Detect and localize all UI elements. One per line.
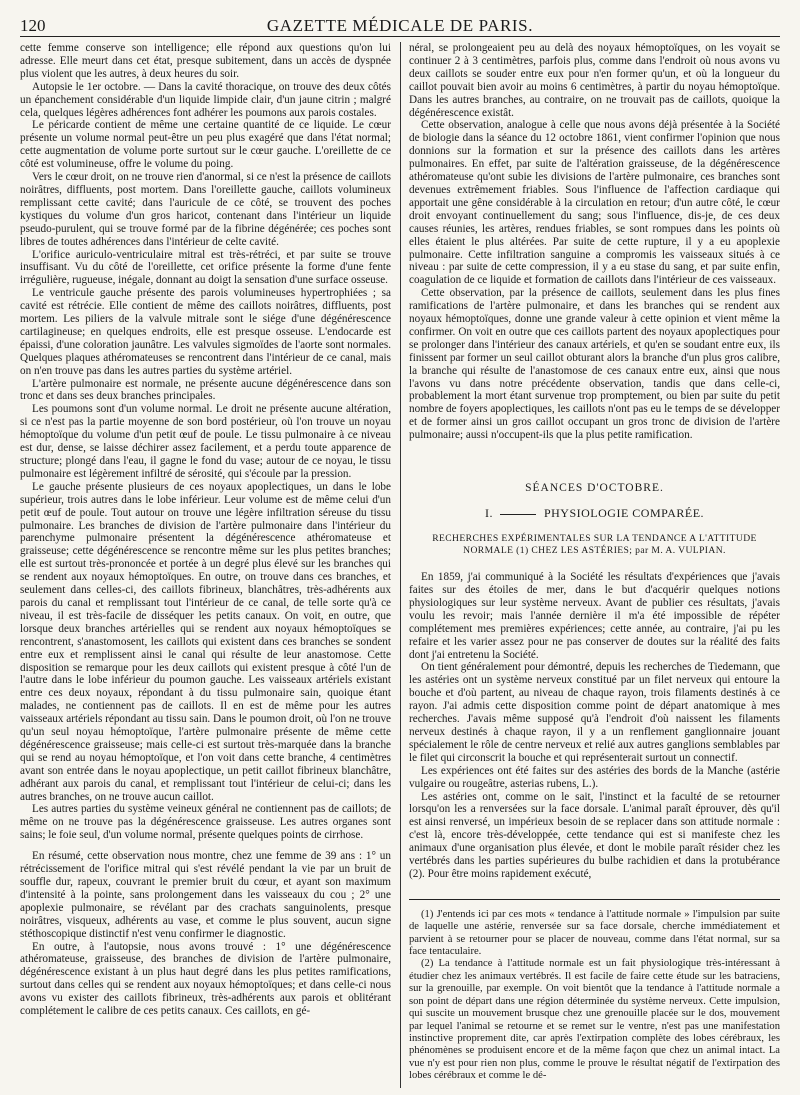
paragraph: En résumé, cette observation nous montre, chez une femme de 39 ans : 1° un rétrécissement de l'orifice mitral qui s'est révélé pendant la vie par un bruit de souffle dur, rapeux, couvrant le premier bruit du cœur, et ayant son maximum d'intensité à la pointe, sans prolongement dans les vaisseaux du cou ; 2° une apoplexie pulmonaire, se révélant par des crachats sanguinolents, presque noirâtres, visqueux, adhérents au vase, et comme le plus souvent, aucun signe stéthoscopique distinctif n'est venu confirmer le diagnostic. <box>20 850 391 940</box>
paragraph: L'artère pulmonaire est normale, ne présente aucune dégénérescence dans son tronc et dans ses deux branches principales. <box>20 377 391 403</box>
paragraph: On tient généralement pour démontré, depuis les recherches de Tiedemann, que les astéries ont un système nerveux constitué par un filet nerveux qui entoure la bouche et d'où partent, au niveau de chaque rayon, trois filaments destinés à ce rayon. J'ai admis cette disposition comme point de départ anatomique à mes recherches. J'avais même supposé qu'à l'endroit d'où naissent les filaments nerveux destinés à chaque rayon, il y a un renflement ganglionnaire jouant spécialement le rôle de centre nerveux et relié aux autres ganglions semblables par le filet qui circonscrit la bouche et qui représenterait surtout un connectif. <box>409 661 780 764</box>
paragraph: Le gauche présente plusieurs de ces noyaux apoplectiques, un dans le lobe supérieur, trois autres dans le lobe inférieur. Leur volume est de même celui d'un petit œuf de poule. Tout autour on trouve une légère infiltration séreuse du tissu pulmonaire. Les branches de division de l'artère pulmonaire dans l'intérieur du parenchyme pulmonaire présentent la dégénérescence athéromateuse et graisseuse; cette dégénérescence se rencontre même sur les plus petites branches; elle est surtout très-prononcée et portée à un degré plus élevé sur les branches qui se rendent aux noyaux hémoptoïques. En outre, on trouve dans ces branches, et seulement dans celles-ci, des caillots fibrineux, blanchâtres, très-adhérents aux parois du canal et remplissant tout l'intérieur de ce canal, de telle sorte qu'à ce niveau, il est très-facile de disséquer les petits canaux. On voit, en outre, que lorsque deux branches artérielles qui se rendent aux noyaux hémoptoïques se rencontrent, s'anastomosent, les caillots qui existent dans ces branches se sondent entre eux et remplissent ainsi le canal qui résulte de leur anastomose. Cette disposition se remarque pour les deux caillots qui existent presque à côté l'un de l'autre dans le lobe inférieur du poumon gauche. Les vaisseaux artériels existant entre ces deux noyaux, répondant à du tissu pulmonaire sain, quoique étant malades, ne contiennent pas de caillots. Il en est de même pour les autres vaisseaux artériels répondant au tissu sain. Dans le poumon droit, où l'on ne trouve qu'un seul noyau hémoptoïque, l'artère pulmonaire présente de même cette dégénérescence graisseuse; mais celle-ci est surtout très-marquée dans la branche qui se rend au noyau hémoptoïque, et l'on voit dans cette branche, 4 centimètres avant son entrée dans le noyau apoplectique, un petit caillot fibrineux blanchâtre, adhérant aux parois du canal, et remplissant tout l'intérieur de celui-ci; dans les autres branches, on ne trouve aucun caillot. <box>20 480 391 803</box>
paragraph: Le péricarde contient de même une certaine quantité de ce liquide. Le cœur présente un volume normal peut-être un peu plus exagéré que dans l'état normal; cette augmentation de volume porte surtout sur le cœur gauche. L'oreillette de ce côté est volumineuse, offre le volume du poing. <box>20 119 391 171</box>
page-number: 120 <box>20 16 46 35</box>
footnote: (2) La tendance à l'attitude normale est un fait physiologique très-intéressant à étudier chez les animaux vertébrés. Il est facile de faire cette étude sur les batraciens, sur la grenouille, par exemple. On voit bientôt que la tendance à l'attitude normale a son point de départ dans une région déterminée du système nerveux. Cette impulsion, qui suscite un mouvement brusque chez une grenouille placée sur le dos, mouvement par lequel l'animal se retourne et se remet sur le ventre, n'est pas une manifestation instinctive proprement dite, car après l'extirpation complète des lobes cérébraux, les phénomènes se produisent encore et de la même façon que chez un animal intact. La vue n'y est pour rien non plus, comme le prouve le résultat négatif de l'extirpation des lobes cérébraux et comme le dé- <box>409 958 780 1082</box>
article-title: RECHERCHES EXPÉRIMENTALES SUR LA TENDANCE A L'ATTITUDE NORMALE (1) CHEZ LES ASTÉRIES; par M. A. VULPIAN. <box>432 533 757 557</box>
footnote: (1) J'entends ici par ces mots « tendance à l'attitude normale » l'impulsion par suite de laquelle une astérie, renversée sur sa face dorsale, cherche immédiatement et parvient à se retourner pour se placer de nouveau, comme dans l'état normal, sur sa face tentaculaire. <box>409 908 780 958</box>
text-columns <box>20 42 780 1088</box>
section-heading: SÉANCES D'OCTOBRE. <box>525 482 664 495</box>
paragraph: Cette observation, analogue à celle que nous avons déjà présentée à la Société de biologie dans la séance du 12 octobre 1861, vient confirmer l'opinion que nous donnions sur la formation et sur la présence des caillots dans les artères pulmonaires. En effet, par suite de l'altération graisseuse, de la dégénérescence athéromateuse qu'ont subie les divisions de l'artère pulmonaire, ces branches sont devenues extrêmement friables. Sous l'influence de l'affection cardiaque qui apportait une gêne considérable à la circulation en retour; d'un autre côté, le cœur droit envoyant continuellement du sang; sous l'influence, dis-je, de ces deux causes réunies, les artères, rendues friables, se sont rompues dans les points où elles étaient le plus altérées. Par suite de cette rupture, il y a eu apoplexie pulmonaire. Cette infiltration sanguine a compromis les vaisseaux situés à ce niveau : par suite de cette compression, il y a eu stase du sang, et par suite enfin, coagulation de ce liquide et formation de caillots dans l'intérieur de ces vaisseaux. <box>409 119 780 287</box>
paragraph: Les poumons sont d'un volume normal. Le droit ne présente aucune altération, si ce n'est pas la partie moyenne de son bord postérieur, où l'on trouve un noyau hémoptoïque du volume d'un petit œuf de poule. Le tissu pulmonaire à ce niveau est dur, dense, se laisse déchirer assez facilement, et a perdu toute apparence de structure; plongé dans l'eau, il gagne le fond du vase; autour de ce noyau, le tissu pulmonaire est légèrement infiltré de sérosité, qui s'écoule par la pression. <box>20 403 391 480</box>
paragraph: néral, se prolongeaient peu au delà des noyaux hémoptoïques, on les voyait se continuer 2 à 3 centimètres, parfois plus, comme dans l'endroit où nous avons vu deux caillots se souder entre eux pour n'en former qu'un, et où la longueur du caillot pouvait bien avoir au moins 6 centimètres, à partir du noyau hémoptoïque. Dans les autres branches, au contraire, on ne trouvait pas de caillots, quoique la dégénérescence existât. <box>409 42 780 119</box>
page-header <box>20 14 780 37</box>
paragraph: Cette observation, par la présence de caillots, seulement dans les plus fines ramifications de l'artère pulmonaire, et dans les branches qui se rendent aux noyaux hémoptoïques, donne une grande valeur à cette opinion et vient même la confirmer. On voit en outre que ces caillots partent des noyaux apoplectiques pour se prolonger dans l'intérieur des canaux artériels, et qu'en se soudant entre eux, ils finissent par former un seul caillot obturant alors la branche d'un plus gros calibre, la branche qui résulte de l'anastomose de ces canaux entre eux, ainsi que nous l'avons vu dans notre précédente observation, tandis que dans celle-ci, probablement la mort étant survenue trop promptement, ou bien par suite du petit nombre de foyers apoplectiques, les caillots n'ont pas eu le temps de se développer et de former ainsi un gros caillot occupant un gros tronc de division de l'artère pulmonaire; aussi n'occupent-ils que la plus petite ramification. <box>409 287 780 442</box>
paragraph: En 1859, j'ai communiqué à la Société les résultats d'expériences que j'avais faites sur des étoiles de mer, dans le but d'acquérir quelques notions physiologiques sur leur système nerveux. Avant de publier ces résultats, j'avais voulu les revoir; mais l'année dernière il m'a été impossible de répéter complétement mes premières expériences; cette année, au contraire, j'ai pu les refaire et les varier assez pour ne pas conserver de doutes sur la réalité des faits dont j'ai entretenu la Société. <box>409 571 780 661</box>
dash-rule <box>500 514 536 515</box>
section-number: I. <box>484 506 493 521</box>
footnotes <box>409 909 780 1083</box>
journal-title: GAZETTE MÉDICALE DE PARIS. <box>266 16 534 35</box>
paragraph: Les autres parties du système veineux général ne contiennent pas de caillots; de même on ne trouve pas la dégénérescence graisseuse. Les autres organes sont sains; le foie seul, d'un volume normal, présente quelques points de cirrhose. <box>20 803 391 842</box>
paragraph: En outre, à l'autopsie, nous avons trouvé : 1° une dégénérescence athéromateuse, graisseuse, des branches de division de l'artère pulmonaire, dégénérescence existant à un plus haut degré dans les plus petites ramifications, surtout dans celles qui se rendent aux noyaux hémoptoïques; et dans celle-ci nous avons vu exister des caillots fibrineux, très-adhérents aux parois et oblitérant complétement le calibre de ces petits canaux. Ces caillots, en gé- <box>20 940 391 1018</box>
footnote-rule <box>409 899 780 900</box>
section-label: PHYSIOLOGIE COMPARÉE. <box>543 506 705 521</box>
paragraph: cette femme conserve son intelligence; elle répond aux questions qu'on lui adresse. Elle meurt dans cet état, presque subitement, dans un accès de dyspnée plus violent que les autres, à deux heures du soir. <box>20 42 391 80</box>
spacer <box>20 842 391 850</box>
column-divider <box>400 42 401 1088</box>
section-subheading <box>409 506 780 521</box>
paragraph: Le ventricule gauche présente des parois volumineuses hypertrophiées ; sa cavité est rétrécie. Elle contient de même des caillots noirâtres, diffluents, post mortem. Les piliers de la valvule mitrale sont le siége d'une dégénérescence cartilagineuse; en quelques endroits, elle est presque osseuse. L'endocarde est épaissi, d'une coloration jaunâtre. Les valvules sigmoïdes de l'aorte sont normales. Quelques plaques athéromateuses se rencontrent dans l'intérieur de ce canal, mais on n'en trouve pas dans les autres parties du système artériel. <box>20 287 391 377</box>
journal-page <box>20 14 780 1088</box>
paragraph: Les astéries ont, comme on le sait, l'instinct et la faculté de se retourner lorsqu'on les a renversées sur la face dorsale. L'animal paraît éprouver, dès qu'il est ainsi renversé, un impérieux besoin de se replacer dans son attitude normale : c'est là, encore très-développée, cette tendance qui est si manifeste chez les animaux d'une organisation plus élevée, et dont le mobile paraît résider chez les vertébrés dans les parties supérieures du bulbe rachidien et dans la protubérance (2). Pour être moins rapidement exécuté, <box>409 790 780 880</box>
right-column <box>409 42 780 1088</box>
paragraph: L'orifice auriculo-ventriculaire mitral est très-rétréci, et par suite se trouve insuffisant. Vu du côté de l'oreillette, cet orifice présente la forme d'une fente irrégulière, rugueuse, inégale, donnant au doigt la sensation d'une surface osseuse. <box>20 248 391 287</box>
paragraph: Vers le cœur droit, on ne trouve rien d'anormal, si ce n'est la présence de caillots noirâtres, diffluents, post mortem. Dans l'oreillette gauche, caillots volumineux remplissant cette cavité; dans l'auricule de ce côté, se trouvent des poches kystiques du volume d'un gros haricot, contenant dans l'intérieur un liquide pseudo-purulent, qui se trouve formé par de la fibrine dégénérée; ces poches sont libres de toutes adhérences dans l'intérieur de celte cavité. <box>20 171 391 248</box>
left-column <box>20 42 391 1088</box>
paragraph: Les expériences ont été faites sur des astéries des bords de la Manche (astérie vulgaire ou rougeâtre, asterias rubens, L.). <box>409 764 780 790</box>
paragraph: Autopsie le 1er octobre. — Dans la cavité thoracique, on trouve des deux côtés un épanchement considérable d'un liquide limpide clair, d'un jaune citrin ; malgré cela, quelques légères adhérences font adhérer les poumons aux parois costales. <box>20 80 391 119</box>
